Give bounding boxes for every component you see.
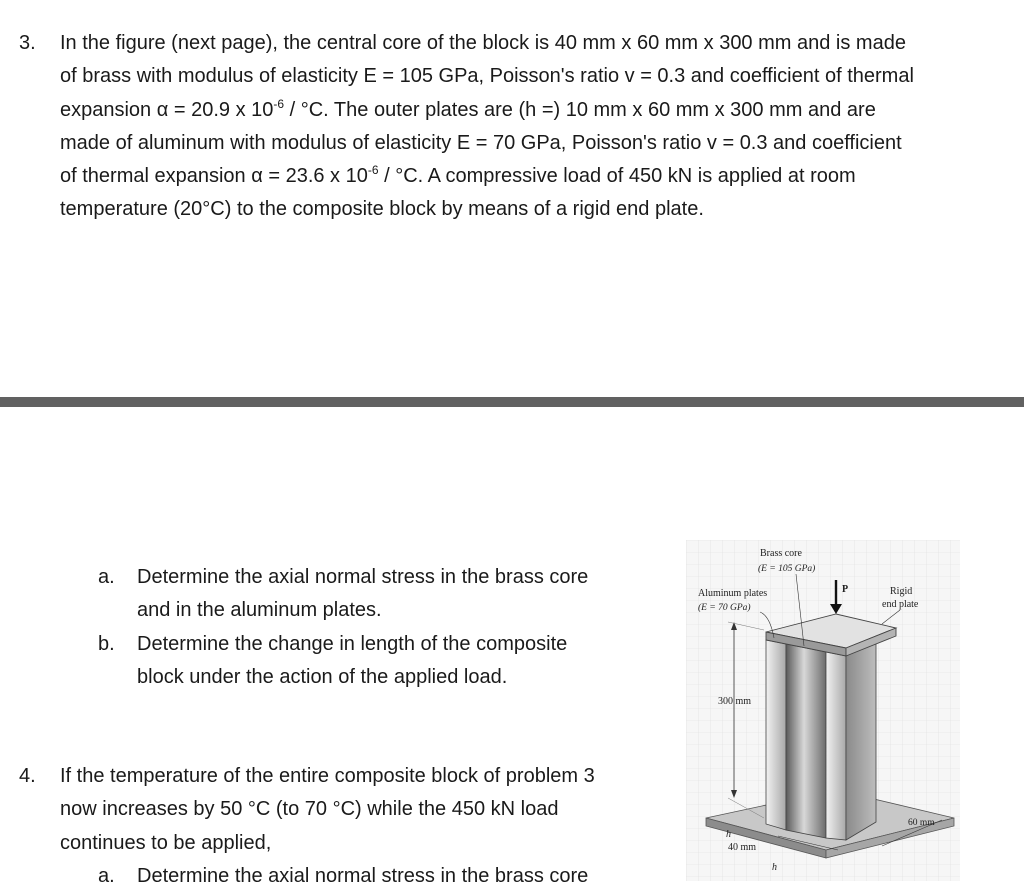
- aluminum-plate-right: [826, 640, 876, 840]
- problem-3-line-5: of thermal expansion α = 23.6 x $10^{-6} / ^\circ C$. A compressive load of 450 kN is applied at room: [60, 163, 856, 188]
- aluminum-modulus-label: (E = 70 GPa): [698, 603, 751, 613]
- brass-modulus-label: (E = 105 GPa): [758, 564, 816, 574]
- aluminum-plate-left: [766, 640, 786, 830]
- problem-3-line-2: of brass with modulus of elasticity E = 105 GPa, Poisson's ratio v = 0.3 and coefficient of thermal: [60, 65, 914, 88]
- composite-block-figure: [686, 540, 960, 881]
- part-b-label: b.: [98, 633, 115, 655]
- aluminum-plates-label: Aluminum plates: [698, 588, 768, 599]
- problem-4-part-a-text: Determine the axial normal stress in the brass core: [137, 865, 589, 887]
- brass-core-label: Brass core: [760, 548, 802, 559]
- problem-4-part-a-label: a.: [98, 865, 115, 887]
- problem-3-number: 3.: [19, 32, 36, 54]
- problem-4-text: If the temperature of the entire composite block of problem 3 now increases by 50 °C (to 70 °C) while the 450 kN load continues to be applied,: [60, 765, 595, 854]
- depth-label: 60 mm: [908, 818, 935, 828]
- problem-3-text: [60, 27, 1010, 227]
- problem-3-line-4: made of aluminum with modulus of elasticity E = 70 GPa, Poisson's ratio v = 0.3 and coefficient: [60, 131, 902, 154]
- width-label: 40 mm: [728, 842, 757, 853]
- problem-4-number: 4.: [19, 765, 36, 787]
- load-label: P: [842, 584, 849, 595]
- page-break-divider: [0, 397, 1024, 407]
- part-b-text: Determine the change in length of the composite block under the action of the applied load.: [137, 633, 568, 689]
- height-label: 300 mm: [718, 696, 752, 707]
- part-a-label: a.: [98, 566, 115, 588]
- problem-3-line-6: temperature (20°C) to the composite block by means of a rigid end plate.: [60, 198, 704, 221]
- rigid-label-line-2: end plate: [882, 599, 919, 610]
- brass-core: [786, 644, 826, 838]
- problem-3-line-1: In the figure (next page), the central core of the block is 40 mm x 60 mm x 300 mm and is made: [60, 32, 906, 54]
- h-label-left: h: [726, 829, 731, 840]
- problem-3-line-3: expansion α = 20.9 x $10^{-6} / ^\circ C$. The outer plates are (h =) 10 mm x 60 mm x 300 mm and are: [60, 96, 876, 121]
- rigid-label-line-1: Rigid: [890, 586, 913, 597]
- part-a-text: Determine the axial normal stress in the brass core and in the aluminum plates.: [137, 566, 589, 622]
- h-label-right: h: [772, 862, 777, 873]
